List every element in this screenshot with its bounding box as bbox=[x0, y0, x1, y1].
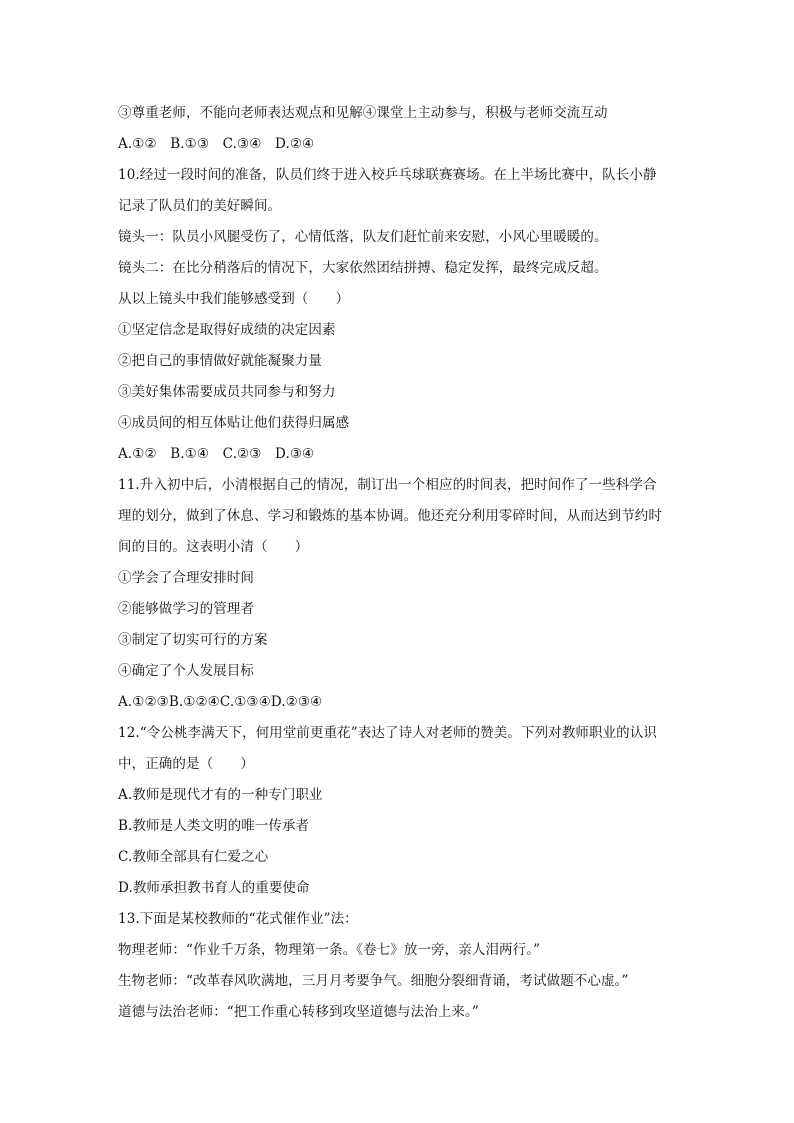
question-11-option-3: ③制定了切实可行的方案 bbox=[118, 632, 268, 648]
question-11-option-4: ④确定了个人发展目标 bbox=[118, 663, 254, 679]
document-page bbox=[118, 98, 678, 1028]
question-10-option-2: ②把自己的事情做好就能凝聚力量 bbox=[118, 353, 322, 369]
answer-choices-q11: A.①②③B.①②④C.①③④D.②③④ bbox=[118, 694, 323, 710]
question-10-scene-2: 镜头二：在比分稍落后的情况下，大家依然团结拼搏、稳定发挥，最终完成反超。 bbox=[118, 260, 608, 276]
question-10-prompt: 从以上镜头中我们能够感受到（ ） bbox=[118, 291, 350, 307]
question-11-stem-2: 理的划分，做到了休息、学习和锻炼的基本协调。他还充分利用零碎时间，从而达到节约时 bbox=[118, 508, 662, 524]
question-12-choice-d: D.教师承担教书育人的重要使命 bbox=[118, 880, 310, 896]
question-13-biology-teacher: 生物老师：“改革春风吹满地，三月月考要争气。细胞分裂细背诵，考试做题不心虚。” bbox=[118, 973, 629, 989]
answer-choices-q10: A.①② B.①④ C.②③ D.③④ bbox=[118, 446, 315, 462]
answer-choices-q9: A.①② B.①③ C.③④ D.②④ bbox=[118, 136, 315, 152]
question-12-choice-c: C.教师全部具有仁爱之心 bbox=[118, 849, 269, 865]
question-12-stem-1: 12.“令公桃李满天下，何用堂前更重花”表达了诗人对老师的赞美。下列对教师职业的认识 bbox=[118, 725, 657, 741]
question-13-stem: 13.下面是某校教师的“花式催作业”法： bbox=[118, 911, 358, 927]
question-11-stem-3: 间的目的。这表明小清（ ） bbox=[118, 539, 309, 555]
question-11-option-2: ②能够做学习的管理者 bbox=[118, 601, 254, 617]
question-10-option-1: ①坚定信念是取得好成绩的决定因素 bbox=[118, 322, 336, 338]
question-13-physics-teacher: 物理老师：“作业千万条，物理第一条。《卷七》放一旁，亲人泪两行。” bbox=[118, 942, 541, 958]
question-11-option-1: ①学会了合理安排时间 bbox=[118, 570, 254, 586]
question-13-morality-law-teacher: 道德与法治老师：“把工作重心转移到攻坚道德与法治上来。” bbox=[118, 1004, 479, 1020]
question-10-option-4: ④成员间的相互体贴让他们获得归属感 bbox=[118, 415, 350, 431]
question-10-stem-2: 记录了队员们的美好瞬间。 bbox=[118, 198, 282, 214]
question-10-scene-1: 镜头一：队员小风腿受伤了，心情低落，队友们赶忙前来安慰，小风心里暖暖的。 bbox=[118, 229, 608, 245]
question-11-stem-1: 11.升入初中后，小清根据自己的情况，制订出一个相应的时间表，把时间作了一些科学合 bbox=[118, 477, 657, 493]
question-12-choice-a: A.教师是现代才有的一种专门职业 bbox=[118, 787, 323, 803]
question-10-stem-1: 10.经过一段时间的准备，队员们终于进入校乒乓球联赛赛场。在上半场比赛中，队长小静 bbox=[118, 167, 657, 183]
question-12-choice-b: B.教师是人类文明的唯一传承者 bbox=[118, 818, 310, 834]
option-line-3-4: ③尊重老师，不能向老师表达观点和见解④课堂上主动参与，积极与老师交流互动 bbox=[118, 105, 608, 121]
question-10-option-3: ③美好集体需要成员共同参与和努力 bbox=[118, 384, 336, 400]
question-12-stem-2: 中，正确的是（ ） bbox=[118, 756, 254, 772]
